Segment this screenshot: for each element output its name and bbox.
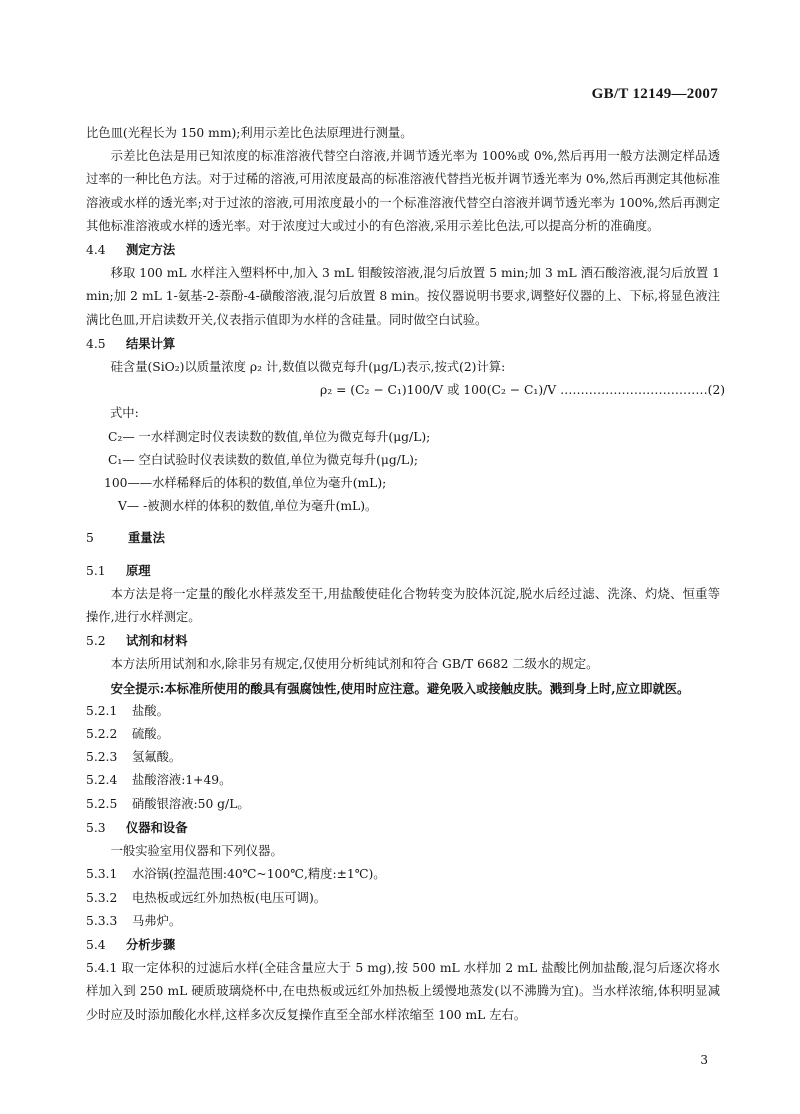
section-title: 试剂和材料: [126, 633, 188, 649]
item-number: 5.2.3: [86, 750, 118, 765]
item-text: 取一定体积的过滤后水样(全硅含量应大于 5 mg),按 500 mL 水样加 2 mL 盐酸比例加盐酸,混匀后逐次将水样加入到 250 mL 硬质玻璃烧杯中,在电热板或远红外加热板上缓慢地蒸发(以不沸腾为宜)。当水样浓缩,体积明显减少时应及时添加酸化水样,这样多次反复操作直至全部水样浓缩至 100 mL 左右。: [86, 961, 720, 1022]
item-text: 盐酸。: [132, 703, 169, 718]
item-5-2-5: [86, 793, 720, 816]
where-label: 式中:: [110, 406, 139, 421]
section-title: 重量法: [128, 530, 165, 546]
item-5-2-2: [86, 723, 720, 746]
section-heading-5-4: [86, 933, 720, 957]
item-text: 盐酸溶液:1+49。: [132, 773, 232, 788]
variable-definition: 100——水样稀释后的体积的数值,单位为毫升(mL);: [104, 476, 387, 491]
section-number: 5.2: [86, 634, 106, 649]
variable-definition: C₂— 一水样测定时仪表读数的数值,单位为微克每升(μg/L);: [108, 429, 431, 444]
item-text: 氢氟酸。: [132, 750, 182, 765]
item-5-3-1: [86, 863, 720, 886]
formula: ρ₂ = (C₂ − C₁)100/V 或 100(C₂ − C₁)/V ………………………………(2): [320, 383, 726, 398]
standard-number: GB/T 12149—2007: [591, 86, 718, 102]
section-number: 4.5: [86, 336, 106, 351]
item-number: 5.2.5: [86, 796, 118, 811]
item-5-2-4: [86, 769, 720, 792]
section-title: 分析步骤: [126, 936, 176, 952]
section-title: 结果计算: [126, 335, 176, 351]
section-heading-5: [86, 526, 720, 550]
item-text: 水浴锅(控温范围:40℃~100℃,精度:±1℃)。: [132, 867, 386, 882]
item-5-3-2: [86, 887, 720, 910]
paragraph: 示差比色法是用已知浓度的标准溶液代替空白溶液,并调节透光率为 100%或 0%,然后再用一般方法测定样品透过率的一种比色方法。对于过稀的溶液,可用浓度最高的标准溶液代替挡光板并调节透光率为 0%,然后再测定其他标准溶液或水样的透光率;对于过浓的溶液,可用浓度最小的一个标准溶液代替空白溶液并调节透光率为 100%,然后再测定其他标准溶液或水样的透光率。对于浓度过大或过小的有色溶液,采用示差比色法,可以提高分析的准确度。: [86, 149, 720, 233]
item-text: 硝酸银溶液:50 g/L。: [132, 796, 250, 811]
paragraph: 硅含量(SiO₂)以质量浓度 ρ₂ 计,数值以微克每升(μg/L)表示,按式(2)计算:: [110, 360, 506, 375]
section-number: 5.3: [86, 820, 106, 835]
paragraph: 本方法所用试剂和水,除非另有规定,仅使用分析纯试剂和符合 GB/T 6682 二级水的规定。: [110, 657, 599, 672]
section-heading-5-2: [86, 629, 720, 653]
section-heading-4-5: [86, 332, 720, 356]
item-number: 5.3.3: [86, 913, 118, 928]
item-number: 5.2.1: [86, 703, 118, 718]
section-title: 测定方法: [126, 242, 176, 258]
page-number: 3: [700, 1053, 708, 1067]
section-heading-4-4: [86, 238, 720, 262]
item-5-3-3: [86, 910, 720, 933]
item-5-2-1: [86, 700, 720, 723]
document-body: [86, 122, 726, 1027]
item-5-2-3: [86, 746, 720, 769]
paragraph: 一般实验室用仪器和下列仪器。: [110, 844, 283, 859]
item-number: 5.3.2: [86, 890, 118, 905]
section-title: 原理: [126, 562, 151, 578]
section-number: 4.4: [86, 243, 106, 258]
item-5-4-1: [86, 957, 720, 1027]
section-number: 5: [86, 531, 94, 546]
item-number: 5.2.4: [86, 773, 118, 788]
section-heading-5-3: [86, 816, 720, 840]
section-heading-5-1: [86, 559, 720, 583]
section-number: 5.1: [86, 563, 106, 578]
paragraph: 本方法是将一定量的酸化水样蒸发至干,用盐酸使硅化合物转变为胶体沉淀,脱水后经过滤、洗涤、灼烧、恒重等操作,进行水样测定。: [86, 586, 720, 625]
paragraph: 比色皿(光程长为 150 mm);利用示差比色法原理进行测量。: [86, 126, 413, 140]
section-number: 5.4: [86, 937, 106, 952]
variable-definition: V— -被测水样的体积的数值,单位为毫升(mL)。: [118, 499, 378, 514]
safety-notice: 安全提示:本标准所使用的酸具有强腐蚀性,使用时应注意。避免吸入或接触皮肤。溅到身上时,应立即就医。: [110, 680, 690, 696]
variable-definition: C₁— 空白试验时仪表读数的数值,单位为微克每升(μg/L);: [108, 452, 419, 467]
item-text: 电热板或远红外加热板(电压可调)。: [132, 890, 327, 905]
item-text: 硫酸。: [132, 727, 169, 742]
paragraph: 移取 100 mL 水样注入塑料杯中,加入 3 mL 钼酸铵溶液,混匀后放置 5 min;加 3 mL 酒石酸溶液,混匀后放置 1 min;加 2 mL 1-氨基-2-萘酚-4-磺酸溶液,混匀后放置 8 min。按仪器说明书要求,调整好仪器的上、下标,将显色液注满比色皿,开启读数开关,仪表指示值即为水样的含硅量。同时做空白试验。: [86, 266, 720, 327]
item-text: 马弗炉。: [132, 913, 182, 928]
item-number: 5.4.1: [86, 961, 118, 976]
section-title: 仪器和设备: [126, 819, 188, 835]
item-number: 5.3.1: [86, 867, 118, 882]
item-number: 5.2.2: [86, 727, 118, 742]
